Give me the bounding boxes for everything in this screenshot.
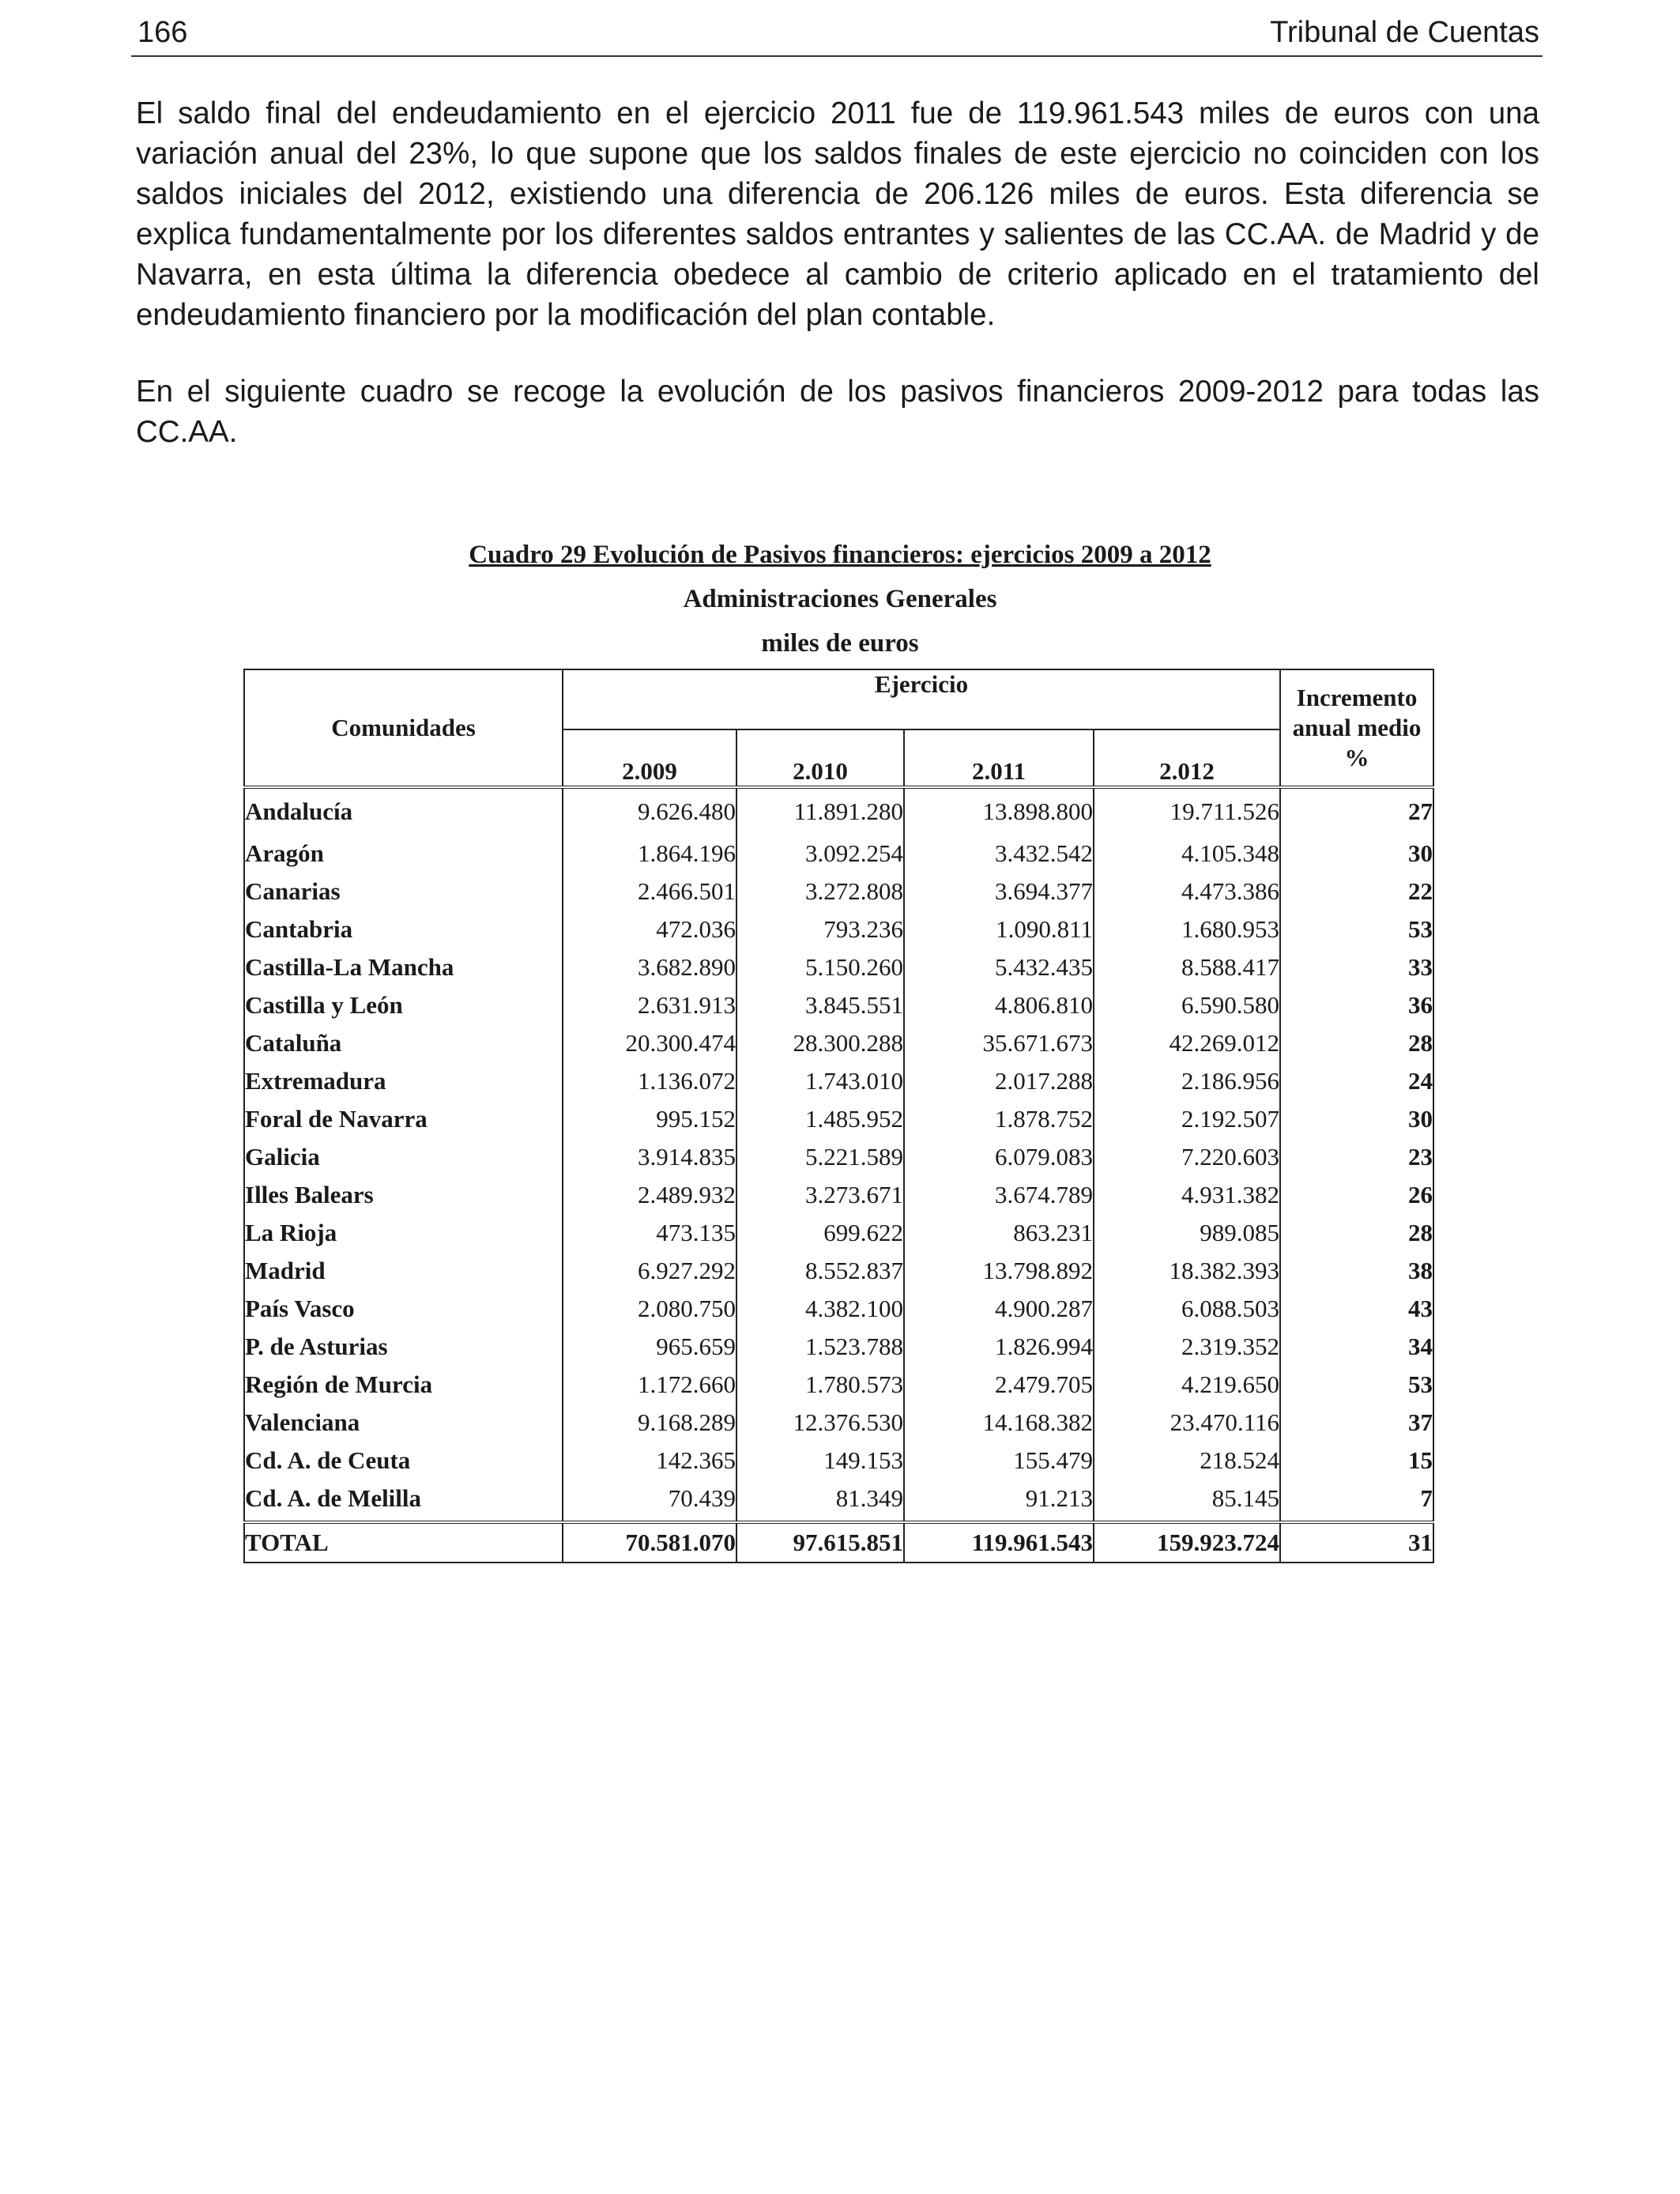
total-label: TOTAL <box>244 1522 563 1563</box>
row-value: 35.671.673 <box>904 1024 1094 1062</box>
row-value: 1.136.072 <box>563 1062 736 1100</box>
row-value: 9.168.289 <box>563 1404 736 1442</box>
row-value: 1.780.573 <box>736 1366 904 1404</box>
row-value: 3.674.789 <box>904 1176 1094 1214</box>
row-value: 5.432.435 <box>904 948 1094 986</box>
table-row <box>244 1328 1433 1366</box>
row-value: 995.152 <box>563 1100 736 1138</box>
column-header-incremento: Incremento anual medio % <box>1280 669 1433 787</box>
row-value: 19.711.526 <box>1094 787 1280 835</box>
row-value: 18.382.393 <box>1094 1252 1280 1290</box>
row-value: 13.898.800 <box>904 787 1094 835</box>
row-comunidad-name: Foral de Navarra <box>244 1100 563 1138</box>
row-value: 5.150.260 <box>736 948 904 986</box>
column-header-ejercicio: Ejercicio <box>563 669 1280 729</box>
row-value: 4.473.386 <box>1094 873 1280 910</box>
row-increment: 27 <box>1280 787 1433 835</box>
page-number: 166 <box>137 16 188 49</box>
row-increment: 28 <box>1280 1024 1433 1062</box>
row-value: 4.105.348 <box>1094 835 1280 873</box>
row-value: 1.172.660 <box>563 1366 736 1404</box>
row-value: 2.479.705 <box>904 1366 1094 1404</box>
table-units: miles de euros <box>761 629 919 658</box>
total-value: 97.615.851 <box>736 1522 904 1563</box>
row-value: 3.272.808 <box>736 873 904 910</box>
table-subtitle: Administraciones Generales <box>683 585 997 613</box>
row-value: 2.080.750 <box>563 1290 736 1328</box>
row-value: 85.145 <box>1094 1480 1280 1522</box>
row-value: 793.236 <box>736 910 904 948</box>
row-value: 2.192.507 <box>1094 1100 1280 1138</box>
row-comunidad-name: Aragón <box>244 835 563 873</box>
row-increment: 30 <box>1280 1100 1433 1138</box>
table-row <box>244 948 1433 986</box>
total-increment: 31 <box>1280 1522 1433 1563</box>
row-increment: 33 <box>1280 948 1433 986</box>
total-value: 159.923.724 <box>1094 1522 1280 1563</box>
row-value: 1.680.953 <box>1094 910 1280 948</box>
row-comunidad-name: Canarias <box>244 873 563 910</box>
row-value: 2.489.932 <box>563 1176 736 1214</box>
row-value: 6.088.503 <box>1094 1290 1280 1328</box>
row-increment: 36 <box>1280 986 1433 1024</box>
row-value: 70.439 <box>563 1480 736 1522</box>
table-body <box>244 787 1433 1522</box>
row-value: 20.300.474 <box>563 1024 736 1062</box>
row-increment: 38 <box>1280 1252 1433 1290</box>
row-comunidad-name: Región de Murcia <box>244 1366 563 1404</box>
row-value: 2.186.956 <box>1094 1062 1280 1100</box>
column-header-comunidades: Comunidades <box>244 669 563 787</box>
row-value: 989.085 <box>1094 1214 1280 1252</box>
row-increment: 24 <box>1280 1062 1433 1100</box>
row-value: 472.036 <box>563 910 736 948</box>
column-header-year: 2.009 <box>563 729 736 787</box>
row-value: 4.219.650 <box>1094 1366 1280 1404</box>
row-increment: 53 <box>1280 910 1433 948</box>
row-comunidad-name: Cd. A. de Melilla <box>244 1480 563 1522</box>
row-value: 1.485.952 <box>736 1100 904 1138</box>
row-value: 2.631.913 <box>563 986 736 1024</box>
row-value: 4.900.287 <box>904 1290 1094 1328</box>
row-value: 91.213 <box>904 1480 1094 1522</box>
row-comunidad-name: Cd. A. de Ceuta <box>244 1442 563 1480</box>
table-row <box>244 873 1433 910</box>
total-value: 119.961.543 <box>904 1522 1094 1563</box>
row-value: 3.914.835 <box>563 1138 736 1176</box>
row-value: 2.466.501 <box>563 873 736 910</box>
row-value: 1.826.994 <box>904 1328 1094 1366</box>
row-value: 4.382.100 <box>736 1290 904 1328</box>
row-value: 28.300.288 <box>736 1024 904 1062</box>
row-value: 14.168.382 <box>904 1404 1094 1442</box>
row-value: 699.622 <box>736 1214 904 1252</box>
row-value: 965.659 <box>563 1328 736 1366</box>
row-value: 1.523.788 <box>736 1328 904 1366</box>
row-value: 3.694.377 <box>904 873 1094 910</box>
row-value: 12.376.530 <box>736 1404 904 1442</box>
table-row <box>244 835 1433 873</box>
table-row <box>244 986 1433 1024</box>
row-increment: 7 <box>1280 1480 1433 1522</box>
row-value: 8.588.417 <box>1094 948 1280 986</box>
row-increment: 22 <box>1280 873 1433 910</box>
table-row <box>244 1138 1433 1176</box>
row-value: 3.845.551 <box>736 986 904 1024</box>
table-caption: Cuadro 29 Evolución de Pasivos financieros: ejercicios 2009 a 2012 <box>469 541 1211 569</box>
table-total-row <box>244 1522 1433 1563</box>
row-value: 7.220.603 <box>1094 1138 1280 1176</box>
row-value: 3.092.254 <box>736 835 904 873</box>
table-row <box>244 1290 1433 1328</box>
table-row <box>244 1404 1433 1442</box>
row-comunidad-name: Castilla y León <box>244 986 563 1024</box>
row-comunidad-name: Valenciana <box>244 1404 563 1442</box>
table-row <box>244 1214 1433 1252</box>
row-value: 149.153 <box>736 1442 904 1480</box>
table-row <box>244 1442 1433 1480</box>
row-value: 3.682.890 <box>563 948 736 986</box>
row-comunidad-name: Cantabria <box>244 910 563 948</box>
row-value: 23.470.116 <box>1094 1404 1280 1442</box>
row-value: 2.319.352 <box>1094 1328 1280 1366</box>
row-value: 863.231 <box>904 1214 1094 1252</box>
row-comunidad-name: La Rioja <box>244 1214 563 1252</box>
table-row <box>244 910 1433 948</box>
row-value: 11.891.280 <box>736 787 904 835</box>
row-value: 142.365 <box>563 1442 736 1480</box>
row-comunidad-name: Cataluña <box>244 1024 563 1062</box>
row-increment: 23 <box>1280 1138 1433 1176</box>
row-comunidad-name: Galicia <box>244 1138 563 1176</box>
row-increment: 43 <box>1280 1290 1433 1328</box>
table-row <box>244 1062 1433 1100</box>
row-comunidad-name: Madrid <box>244 1252 563 1290</box>
table-row <box>244 1252 1433 1290</box>
table-row <box>244 1024 1433 1062</box>
pasivos-financieros-table <box>243 669 1434 1563</box>
paragraph-saldo-final: El saldo final del endeudamiento en el ejercicio 2011 fue de 119.961.543 miles de euros con una variación anual del 23%, lo que supone que los saldos finales de este ejercicio no coinciden con los saldos iniciales del 2012, existiendo una diferencia de 206.126 miles de euros. Esta diferencia se explica fundamentalmente por los diferentes saldos entrantes y salientes de las CC.AA. de Madrid y de Navarra, en esta última la diferencia obedece al cambio de criterio aplicado en el tratamiento del endeudamiento financiero por la modificación del plan contable. <box>136 96 1539 332</box>
column-header-year: 2.010 <box>736 729 904 787</box>
row-increment: 53 <box>1280 1366 1433 1404</box>
table-row <box>244 1366 1433 1404</box>
row-value: 5.221.589 <box>736 1138 904 1176</box>
total-value: 70.581.070 <box>563 1522 736 1563</box>
row-value: 8.552.837 <box>736 1252 904 1290</box>
row-value: 3.432.542 <box>904 835 1094 873</box>
column-header-year: 2.011 <box>904 729 1094 787</box>
row-value: 9.626.480 <box>563 787 736 835</box>
row-value: 13.798.892 <box>904 1252 1094 1290</box>
row-comunidad-name: Andalucía <box>244 787 563 835</box>
row-increment: 30 <box>1280 835 1433 873</box>
row-comunidad-name: Extremadura <box>244 1062 563 1100</box>
row-value: 155.479 <box>904 1442 1094 1480</box>
row-value: 218.524 <box>1094 1442 1280 1480</box>
row-value: 81.349 <box>736 1480 904 1522</box>
row-increment: 34 <box>1280 1328 1433 1366</box>
table-row <box>244 1480 1433 1522</box>
row-increment: 28 <box>1280 1214 1433 1252</box>
table-row <box>244 1176 1433 1214</box>
column-header-year: 2.012 <box>1094 729 1280 787</box>
row-value: 1.090.811 <box>904 910 1094 948</box>
row-comunidad-name: Castilla-La Mancha <box>244 948 563 986</box>
paragraph-intro-cuadro: En el siguiente cuadro se recoge la evolución de los pasivos financieros 2009-2012 para todas las CC.AA. <box>136 375 1539 449</box>
row-value: 42.269.012 <box>1094 1024 1280 1062</box>
table-row <box>244 1100 1433 1138</box>
page-header-title: Tribunal de Cuentas <box>1270 16 1539 49</box>
row-increment: 15 <box>1280 1442 1433 1480</box>
page-header <box>131 11 1543 57</box>
row-value: 6.079.083 <box>904 1138 1094 1176</box>
table-row <box>244 787 1433 835</box>
row-comunidad-name: País Vasco <box>244 1290 563 1328</box>
row-comunidad-name: P. de Asturias <box>244 1328 563 1366</box>
row-value: 2.017.288 <box>904 1062 1094 1100</box>
row-value: 6.927.292 <box>563 1252 736 1290</box>
row-value: 473.135 <box>563 1214 736 1252</box>
row-value: 4.931.382 <box>1094 1176 1280 1214</box>
row-increment: 26 <box>1280 1176 1433 1214</box>
row-value: 1.878.752 <box>904 1100 1094 1138</box>
row-value: 4.806.810 <box>904 986 1094 1024</box>
row-value: 3.273.671 <box>736 1176 904 1214</box>
row-value: 1.864.196 <box>563 835 736 873</box>
row-increment: 37 <box>1280 1404 1433 1442</box>
row-value: 6.590.580 <box>1094 986 1280 1024</box>
row-comunidad-name: Illes Balears <box>244 1176 563 1214</box>
row-value: 1.743.010 <box>736 1062 904 1100</box>
